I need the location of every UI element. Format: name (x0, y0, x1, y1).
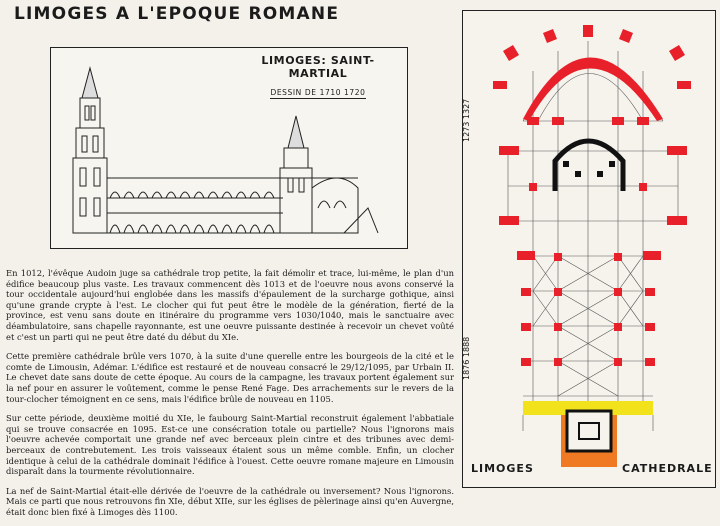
page-title: LIMOGES A L'EPOQUE ROMANE (14, 4, 340, 24)
plan-date-upper: 1273 1327 (462, 98, 471, 142)
cathedral-plan-frame (462, 10, 716, 488)
drawing-caption-subtitle: DESSIN DE 1710 1720 (270, 88, 366, 97)
plan-date-lower: 1876 1888 (462, 336, 471, 380)
paragraph-2: Cette première cathédrale brûle vers 1070, à la suite d'une querelle entre les bourgeois de la cité et le comte de Limousin, Adémar. L'édifice est restauré et de nouveau consacré le 29/12/1095, par Urbain II. Le chevet date sans doute de cette époque. Au cours de la campagne, les travaux portent également sur la nef pour en assurer le voûtement, comme le pense René Fage. Des arrachements sur le revers de la tour-clocher témoignent en ce sens, mais l'édifice brûle de nouveau en 1105. (6, 351, 454, 404)
paragraph-3: Sur cette période, deuxième moitié du XIe, le faubourg Saint-Martial reconstruit également l'abbatiale qui se trouve consacrée en 1095. Est-ce une consécration totale ou partielle? Nous l'ignorons mais l'oeuvre achevée comportait une grande nef avec berceaux plein cintre et des tribunes avec demi-berceaux de contrebutement. Les trois vaisseaux étaient sous un même comble. Enfin, un clocher identique à celui de la cathédrale dominait l'édifice à l'ouest. Cette oeuvre romane majeure en Limousin disparaît dans la tourmente révolutionnaire. (6, 413, 454, 477)
plan-label-left: LIMOGES (471, 462, 534, 475)
saint-martial-drawing (68, 58, 388, 238)
body-text (6, 268, 454, 526)
paragraph-1: En 1012, l'évêque Audoin juge sa cathédrale trop petite, la fait démolir et trace, lui-même, le plan d'un édifice beaucoup plus vaste. Les travaux commencent dès 1013 et de l'oeuvre nous avons conservé la tour occidentale aujourd'hui englobée dans les massifs d'épaulement de la surcharge gothique, ainsi qu'une grande crypte à l'est. Le clocher qui fut peut être le modèle de la génération, fierté de la province, est venu sans doute en itinéraire du programme vers 1030/1040, mais le sanctuaire avec déambulatoire, sans chapelle rayonnante, est une oeuvre puissante destinée à recevoir un chevet voûté et c'est un parti qui ne peut être daté du début du XIe. (6, 268, 454, 342)
drawing-caption-title: LIMOGES: SAINT-MARTIAL (261, 54, 375, 80)
cathedral-plan (463, 11, 717, 489)
plan-label-right: CATHEDRALE (622, 462, 713, 475)
paragraph-4: La nef de Saint-Martial était-elle dérivée de l'oeuvre de la cathédrale ou inversement? Nous l'ignorons. Mais ce parti que nous retrouvons fin XIe, début XIIe, sur les églises de pèlerinage ainsi qu'en Auvergne, était donc bien fixé à Limoges dès 1100. (6, 485, 454, 517)
